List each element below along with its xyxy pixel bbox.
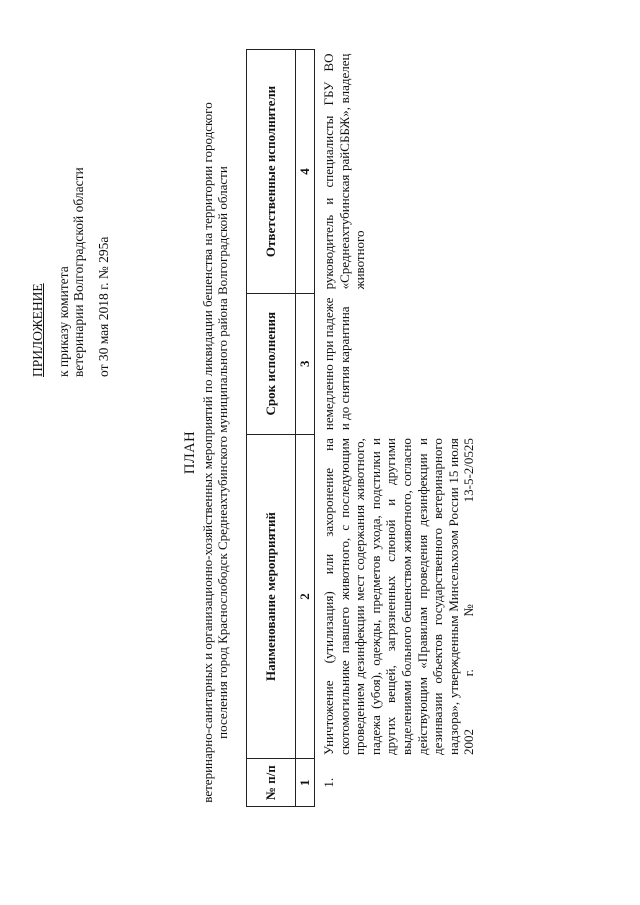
row-executors: руководитель и специалисты ГБУ ВО «Среднеахтубинская райСББЖ», владелец животного bbox=[321, 53, 368, 290]
order-date-line: от 30 мая 2018 г. № 295а bbox=[96, 236, 111, 377]
committee-line: ветеринарии Волгоградской области bbox=[71, 167, 86, 377]
header-measure: Наименование мероприятий bbox=[247, 434, 296, 759]
plan-title: ПЛАН bbox=[182, 430, 198, 475]
header-executors: Ответственные исполнители bbox=[247, 50, 296, 294]
table-row bbox=[315, 50, 479, 807]
appendix-title: ПРИЛОЖЕНИЕ bbox=[30, 283, 45, 377]
measures-table bbox=[246, 49, 479, 807]
order-reference-line: к приказу комитета bbox=[56, 266, 71, 377]
header-deadline: Срок исполнения bbox=[247, 293, 296, 434]
row-deadline: немедленно при падеже и до снятия карантина bbox=[321, 297, 352, 431]
column-number-4: 4 bbox=[296, 50, 315, 294]
column-number-row bbox=[296, 50, 315, 807]
row-number: 1. bbox=[321, 777, 336, 788]
column-number-1: 1 bbox=[296, 759, 315, 807]
table-header-row bbox=[247, 50, 296, 807]
header-number: № п/п bbox=[247, 759, 296, 807]
column-number-3: 3 bbox=[296, 293, 315, 434]
column-number-2: 2 bbox=[296, 434, 315, 759]
plan-subtitle: ветеринарно-санитарных и организационно-хозяйственных мероприятий по ликвидации бешенства на территории городского поселения город Краснослободск Среднеахтубинского муниципального района Волгоградской области bbox=[200, 102, 230, 803]
row-measure: Уничтожение (утилизация) или захоронение на скотомогильнике павшего животного, с последующим проведением дезинфекции мест содержания животного, падежа (убоя), одежды, предметов ухода, подстилки и других вещей, загрязненных слюной и другими выделениями больного бешенством животного, согласно действующим «Правилам проведения дезинфекции и дезинвазии объектов государственного ветеринарного надзора», утвержденным Минсельхозом России 15 июля 2002 г. № 13-5-2/0525 bbox=[321, 438, 477, 755]
